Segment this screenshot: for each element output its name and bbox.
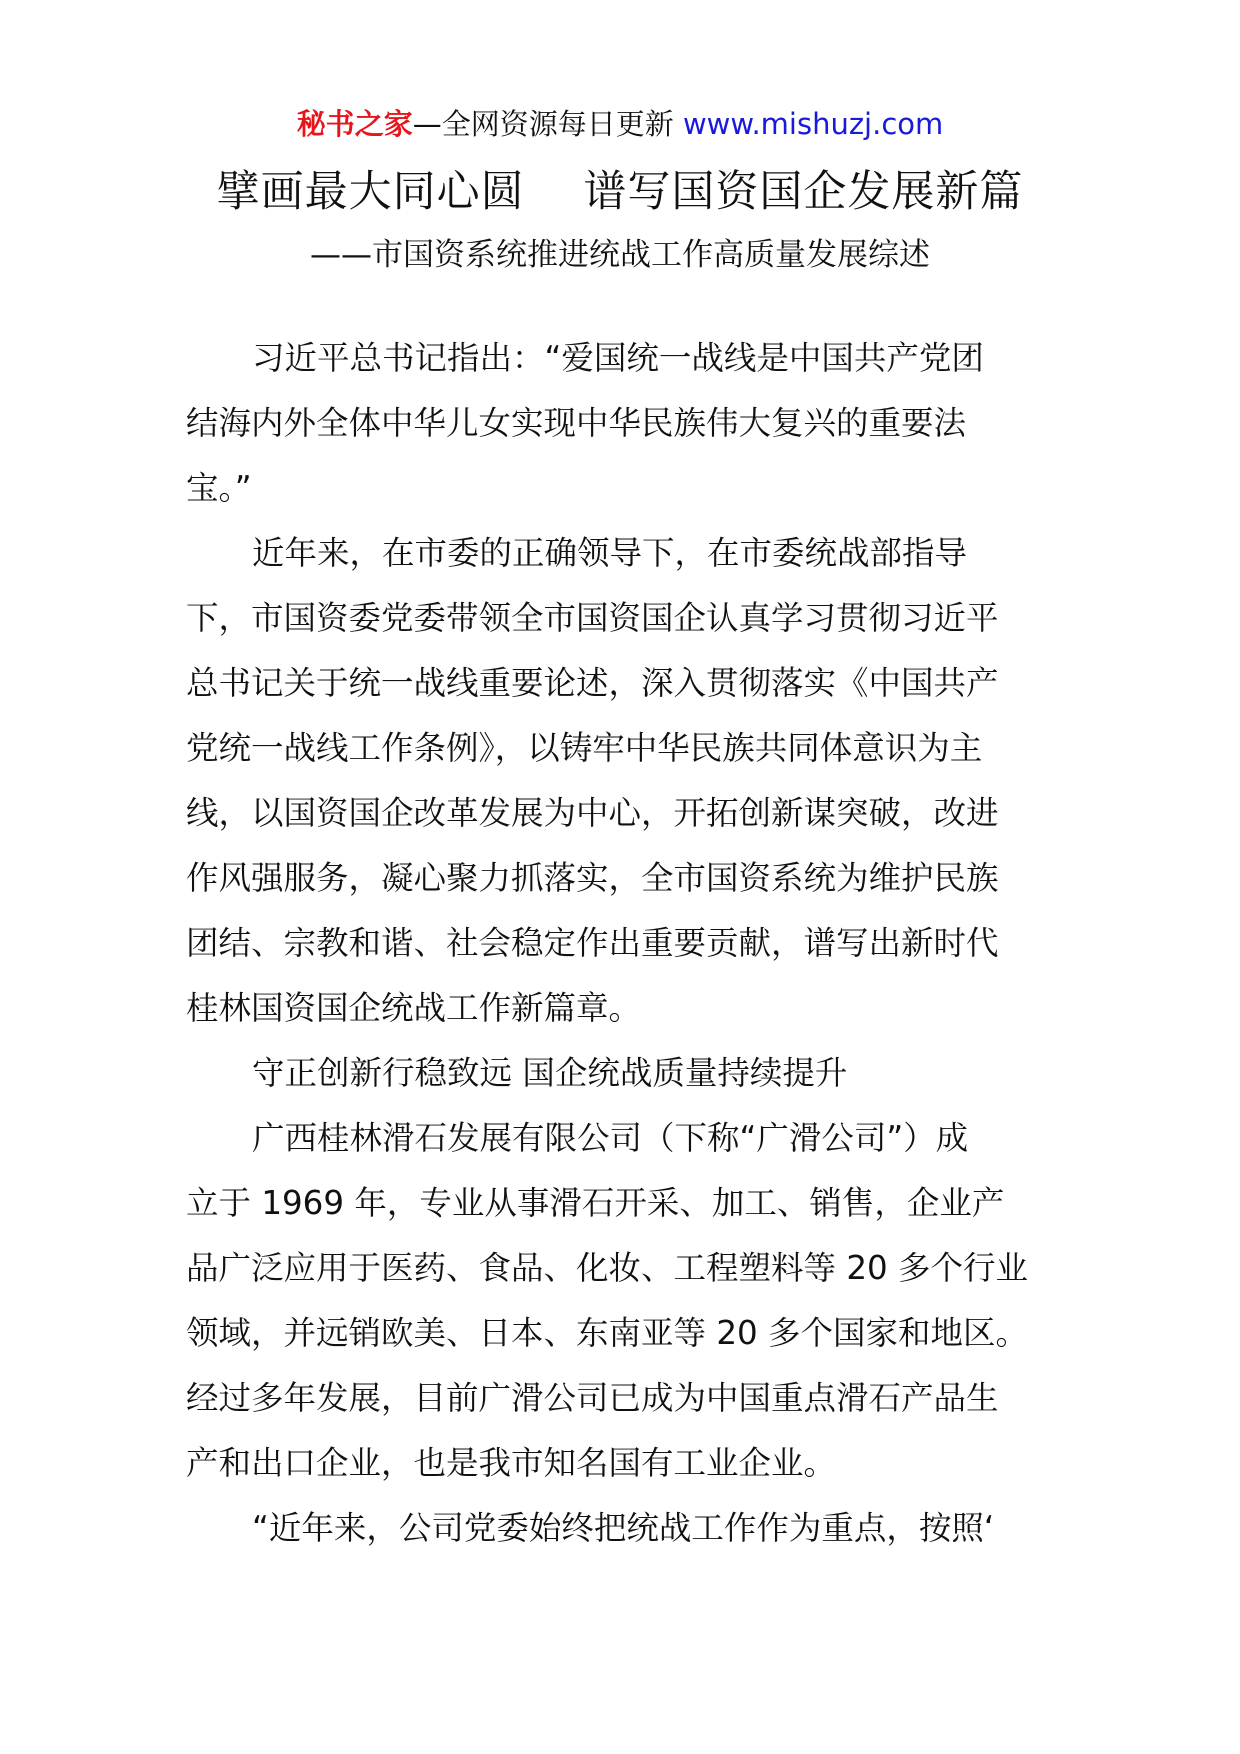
text-line: 习近平总书记指出：“爱国统一战线是中国共产党团 xyxy=(252,339,984,377)
text-line: 近年来，在市委的正确领导下，在市委统战部指导 xyxy=(252,534,968,572)
article-body xyxy=(186,326,1056,1561)
text-line: 总书记关于统一战线重要论述，深入贯彻落实《中国共产 xyxy=(186,664,999,702)
section-heading: 守正创新行稳致远 国企统战质量持续提升 xyxy=(252,1054,848,1092)
text-line: 线，以国资国企改革发展为中心，开拓创新谋突破，改进 xyxy=(186,794,999,832)
text-line: 桂林国资国企统战工作新篇章。 xyxy=(186,989,642,1027)
header-tagline: —全网资源每日更新 xyxy=(412,107,683,141)
text-line: 作风强服务，凝心聚力抓落实，全市国资系统为维护民族 xyxy=(186,859,999,897)
text-line: 经过多年发展，目前广滑公司已成为中国重点滑石产品生 xyxy=(186,1379,999,1417)
site-url-link[interactable]: www.mishuzj.com xyxy=(682,107,944,141)
text-line: 品广泛应用于医药、食品、化妆、工程塑料等 20 多个行业 xyxy=(186,1249,1029,1287)
brand-name: 秘书之家 xyxy=(296,107,413,141)
site-header xyxy=(0,102,1240,146)
text-line: 广西桂林滑石发展有限公司（下称“广滑公司”）成 xyxy=(252,1119,969,1157)
text-line: 宝。” xyxy=(186,469,252,507)
text-line: 党统一战线工作条例》，以铸牢中华民族共同体意识为主 xyxy=(186,729,983,767)
document-subtitle: ——市国资系统推进统战工作高质量发展综述 xyxy=(310,237,930,273)
text-line: 立于 1969 年，专业从事滑石开采、加工、销售，企业产 xyxy=(186,1184,1005,1222)
text-line: “近年来，公司党委始终把统战工作作为重点，按照‘ xyxy=(252,1509,995,1547)
text-line: 领域，并远销欧美、日本、东南亚等 20 多个国家和地区。 xyxy=(186,1314,1029,1352)
text-line: 结海内外全体中华儿女实现中华民族伟大复兴的重要法 xyxy=(186,404,967,442)
text-line: 团结、宗教和谐、社会稳定作出重要贡献，谱写出新时代 xyxy=(186,924,999,962)
text-line: 产和出口企业，也是我市知名国有工业企业。 xyxy=(186,1444,837,1482)
document-title: 擘画最大同心圆 谱写国资国企发展新篇 xyxy=(216,167,1024,217)
text-line: 下，市国资委党委带领全市国资国企认真学习贯彻习近平 xyxy=(186,599,999,637)
